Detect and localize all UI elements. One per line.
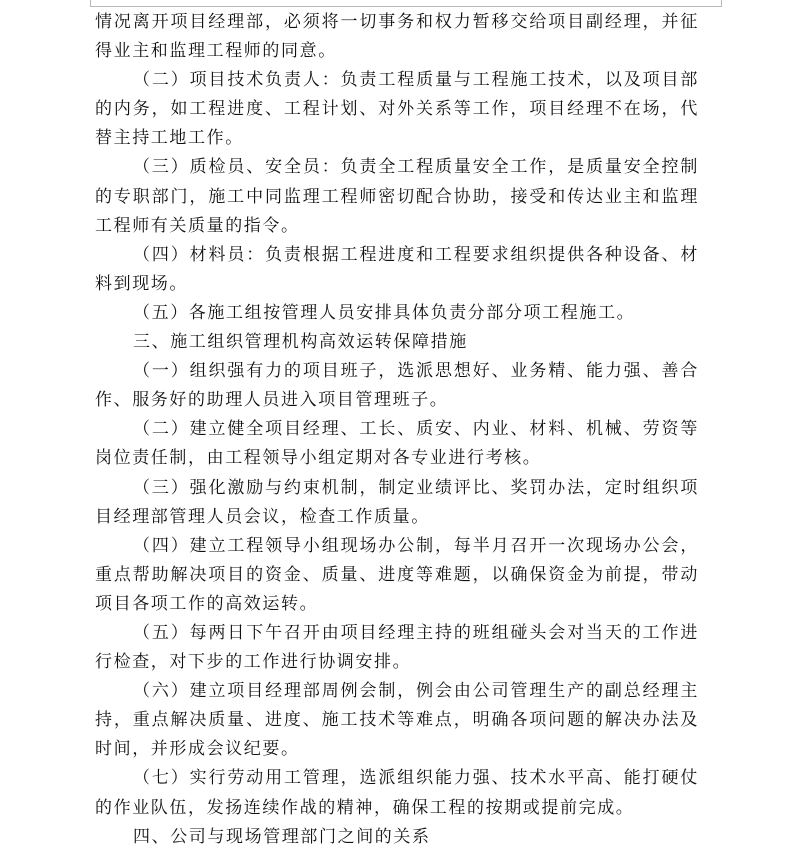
text-line: （五）每两日下午召开由项目经理主持的班组碰头会对当天的工作进 xyxy=(133,622,699,643)
text-line: 的内务，如工程进度、工程计划、对外关系等工作，项目经理不在场，代 xyxy=(95,99,699,120)
text-line: 的作业队伍，发扬连续作战的精神，确保工程的按期或提前完成。 xyxy=(95,797,635,818)
text-line: 岗位责任制，由工程领导小组定期对各专业进行考核。 xyxy=(95,448,542,469)
text-line: （二）建立健全项目经理、工长、质安、内业、材料、机械、劳资等 xyxy=(133,419,699,440)
text-line: （四）建立工程领导小组现场办公制，每半月召开一次现场办公会， xyxy=(133,535,699,556)
text-line: 持，重点解决质量、进度、施工技术等难点，明确各项问题的解决办法及 xyxy=(95,710,699,731)
text-line: 重点帮助解决项目的资金、质量、进度等难题，以确保资金为前提，带动 xyxy=(95,564,699,585)
text-line: 四、公司与现场管理部门之间的关系 xyxy=(133,826,431,847)
text-line: 替主持工地工作。 xyxy=(95,128,244,149)
text-line: 情况离开项目经理部，必须将一切事务和权力暂移交给项目副经理，并征 xyxy=(95,12,699,32)
text-line: （三）强化激励与约束机制，制定业绩评比、奖罚办法，定时组织项 xyxy=(133,477,699,498)
text-line: 目经理部管理人员会议，检查工作质量。 xyxy=(95,506,430,527)
text-line: 三、施工组织管理机构高效运转保障措施 xyxy=(133,332,468,353)
text-line: （三）质检员、安全员：负责全工程质量安全工作，是质量安全控制 xyxy=(133,157,699,178)
text-line: （一）组织强有力的项目班子，选派思想好、业务精、能力强、善合 xyxy=(133,361,699,382)
text-line: （七）实行劳动用工管理，选派组织能力强、技术水平高、能打硬仗 xyxy=(133,768,699,789)
text-line: 行检查，对下步的工作进行协调安排。 xyxy=(95,652,412,673)
text-line: 时间，并形成会议纪要。 xyxy=(95,739,300,760)
text-line: 项目各项工作的高效运转。 xyxy=(95,593,319,614)
text-line: （二）项目技术负责人：负责工程质量与工程施工技术，以及项目部 xyxy=(133,70,699,91)
text-line: 的专职部门，施工中同监理工程师密切配合协助，接受和传达业主和监理 xyxy=(95,186,699,207)
text-line: 得业主和监理工程师的同意。 xyxy=(95,41,337,62)
text-line: 工程师有关质量的指令。 xyxy=(95,215,300,236)
document-body[interactable] xyxy=(95,8,699,852)
text-line: （六）建立项目经理部周例会制，例会由公司管理生产的副总经理主 xyxy=(133,681,699,702)
text-line: 作、服务好的助理人员进入项目管理班子。 xyxy=(95,390,449,411)
text-line: （五）各施工组按管理人员安排具体负责分部分项工程施工。 xyxy=(133,302,636,323)
text-line: 料到现场。 xyxy=(95,273,188,294)
page-margin-marker xyxy=(90,0,722,7)
text-line: （四）材料员：负责根据工程进度和工程要求组织提供各种设备、材 xyxy=(133,244,699,265)
